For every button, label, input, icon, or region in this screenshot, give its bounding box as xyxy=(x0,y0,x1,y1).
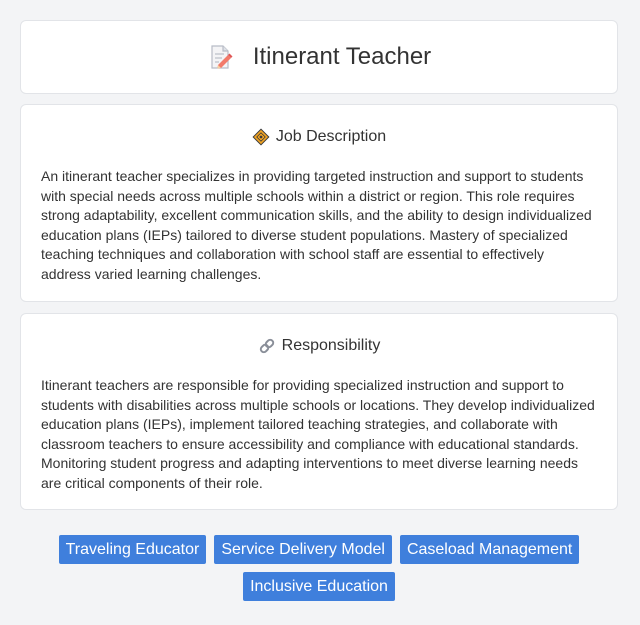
tag-caseload-management[interactable]: Caseload Management xyxy=(400,535,579,564)
responsibility-header xyxy=(41,335,597,357)
warning-sign-icon xyxy=(252,128,270,146)
job-description-text: An itinerant teacher specializes in providing targeted instruction and support to students with special needs across multiple schools within a district or region. This role requires strong adaptability, excellent communication skills, and the ability to design individualized education plans (IEPs) tailored to diverse student populations. Mastery of specialized teaching techniques and collaboration with school staff are essential to effectively address varied learning challenges. xyxy=(41,168,592,282)
page-title: Itinerant Teacher xyxy=(252,43,432,70)
title-group xyxy=(207,43,431,71)
tag-service-delivery-model[interactable]: Service Delivery Model xyxy=(214,535,392,564)
memo-icon xyxy=(207,44,233,70)
job-description-card xyxy=(20,104,618,302)
tag-traveling-educator[interactable]: Traveling Educator xyxy=(59,535,207,564)
title-card xyxy=(20,20,618,94)
tag-inclusive-education[interactable]: Inclusive Education xyxy=(243,572,395,601)
job-description-header xyxy=(41,126,597,148)
responsibility-text: Itinerant teachers are responsible for providing specialized instruction and support to students with disabilities across multiple schools or locations. They develop individualized education plans (IEPs), implement tailored teaching strategies, and collaborate with classroom teachers to ensure accessibility and compliance with educational standards. Monitoring student progress and adapting interventions to meet diverse learning needs are critical components of their role. xyxy=(41,377,595,491)
job-description-title: Job Description xyxy=(275,128,387,145)
responsibility-title: Responsibility xyxy=(281,337,381,354)
link-icon xyxy=(258,337,276,355)
responsibility-card xyxy=(20,313,618,510)
tag-list xyxy=(20,535,618,601)
